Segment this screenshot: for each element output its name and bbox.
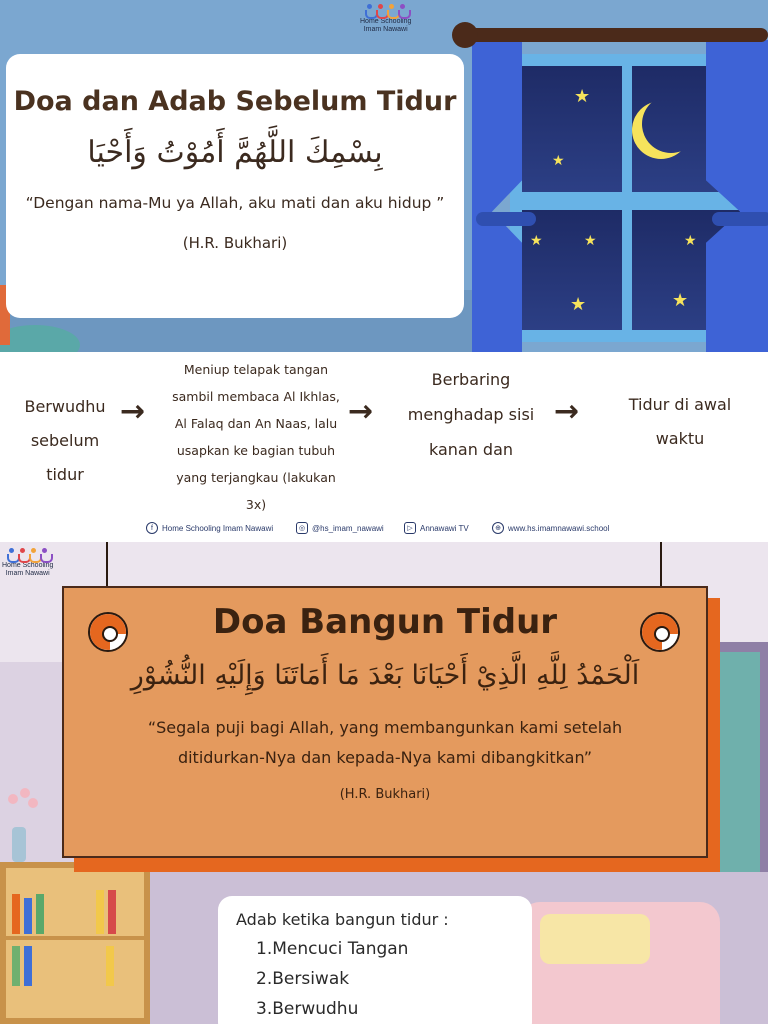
- star-icon: ★: [570, 294, 587, 315]
- book: [24, 898, 32, 934]
- adab-heading: Adab ketika bangun tidur :: [236, 910, 449, 929]
- flower-icon: [8, 794, 18, 804]
- waking-prayer-section: [0, 542, 768, 1024]
- star-icon: ★: [530, 233, 543, 249]
- star-icon: ★: [672, 290, 689, 311]
- arrow-right-icon: →: [348, 394, 374, 429]
- waking-prayer-translation: [64, 713, 706, 773]
- arrow-right-icon: →: [554, 394, 580, 429]
- book: [12, 946, 20, 986]
- facebook-label: Home Schooling Imam Nawawi: [162, 523, 274, 533]
- adab-item: 2.Bersiwak: [256, 969, 350, 989]
- instagram-icon: ◎: [296, 522, 308, 534]
- youtube-label: Annawawi TV: [420, 523, 469, 533]
- moon-icon: [642, 95, 700, 153]
- pin-icon: [88, 612, 128, 652]
- sleep-prayer-arabic: بِسْمِكَ اللَّهُمَّ أَمُوْتُ وَأَحْيَا: [87, 135, 383, 170]
- logo-figure-icon: [398, 4, 407, 18]
- star-icon: ★: [574, 86, 591, 107]
- book: [12, 894, 20, 934]
- logo-text-line2: Imam Nawawi: [5, 570, 50, 577]
- logo-figure-icon: [365, 4, 374, 18]
- logo-figure-icon: [29, 548, 38, 562]
- logo-figure-icon: [18, 548, 27, 562]
- logo-text-line1: Home Schooling: [360, 18, 412, 25]
- step-4: Tidur di awal waktu: [628, 395, 732, 448]
- book: [108, 890, 116, 934]
- star-icon: ★: [584, 233, 597, 249]
- instagram-label: @hs_imam_nawawi: [312, 523, 384, 533]
- step-1: Berwudhu sebelum tidur: [24, 397, 106, 484]
- waking-adab-card: [218, 896, 532, 1024]
- waking-prayer-arabic: اَلْحَمْدُ لِلَّهِ الَّذِيْ أَحْيَانَا بَعْدَ مَا أَمَاتَنَا وَإِلَيْهِ النُّشُوْرِ: [130, 660, 640, 691]
- sleep-prayer-section: [0, 0, 768, 352]
- school-logo: [2, 548, 53, 578]
- curtain-rod-end: [452, 22, 478, 48]
- waking-prayer-card: [62, 586, 708, 858]
- logo-figure-icon: [387, 4, 396, 18]
- waking-prayer-source: (H.R. Bukhari): [339, 787, 431, 802]
- step-3: Berbaring menghadap sisi kanan dan: [407, 370, 535, 459]
- flower-icon: [28, 798, 38, 808]
- school-logo: [360, 4, 411, 34]
- sleep-prayer-title: Doa dan Adab Sebelum Tidur: [13, 86, 457, 117]
- pillow: [540, 914, 650, 964]
- star-icon: ★: [552, 153, 565, 169]
- waking-prayer-title: Doa Bangun Tidur: [212, 602, 558, 642]
- globe-icon: ⊕: [492, 522, 504, 534]
- adab-item: 1.Mencuci Tangan: [256, 939, 409, 959]
- book: [24, 946, 32, 986]
- curtain-rod: [455, 28, 768, 42]
- sleep-prayer-card: [6, 54, 464, 318]
- book: [106, 946, 114, 986]
- logo-figure-icon: [7, 548, 16, 562]
- website-label: www.hs.imamnawawi.school: [508, 523, 610, 533]
- flower-vase: [12, 827, 26, 862]
- translation-line-2: ditidurkan-Nya dan kepada-Nya kami dibangkitkan”: [177, 748, 593, 767]
- book: [96, 890, 104, 934]
- star-icon: ★: [684, 233, 697, 249]
- pin-icon: [640, 612, 680, 652]
- curtain-tie: [712, 212, 768, 226]
- shelf-board: [6, 936, 144, 940]
- sleep-prayer-translation: “Dengan nama-Mu ya Allah, aku mati dan aku hidup ”: [25, 194, 445, 212]
- logo-text-line2: Imam Nawawi: [363, 26, 408, 33]
- logo-text-line1: Home Schooling: [2, 562, 54, 569]
- adab-item: 3.Berwudhu: [256, 999, 359, 1019]
- social-website[interactable]: [492, 522, 609, 534]
- logo-figure-icon: [40, 548, 49, 562]
- curtain-tie: [476, 212, 536, 226]
- social-facebook[interactable]: [146, 522, 273, 534]
- arrow-right-icon: →: [120, 394, 146, 429]
- bedtime-steps-section: [0, 352, 768, 542]
- flower-icon: [20, 788, 30, 798]
- translation-line-1: “Segala puji bagi Allah, yang membangunkan kami setelah: [147, 718, 623, 737]
- logo-figure-icon: [376, 4, 385, 18]
- social-youtube[interactable]: [404, 522, 469, 534]
- youtube-icon: ▷: [404, 522, 416, 534]
- bookshelf: [0, 862, 150, 1024]
- book: [36, 894, 44, 934]
- step-2: Meniup telapak tangan sambil membaca Al Ikhlas, Al Falaq dan An Naas, lalu usapkan ke bagian tubuh yang terjangkau (lakukan 3x): [172, 362, 340, 512]
- facebook-icon: f: [146, 522, 158, 534]
- sleep-prayer-source: (H.R. Bukhari): [182, 234, 288, 252]
- social-instagram[interactable]: [296, 522, 384, 534]
- window-pane: [522, 66, 622, 192]
